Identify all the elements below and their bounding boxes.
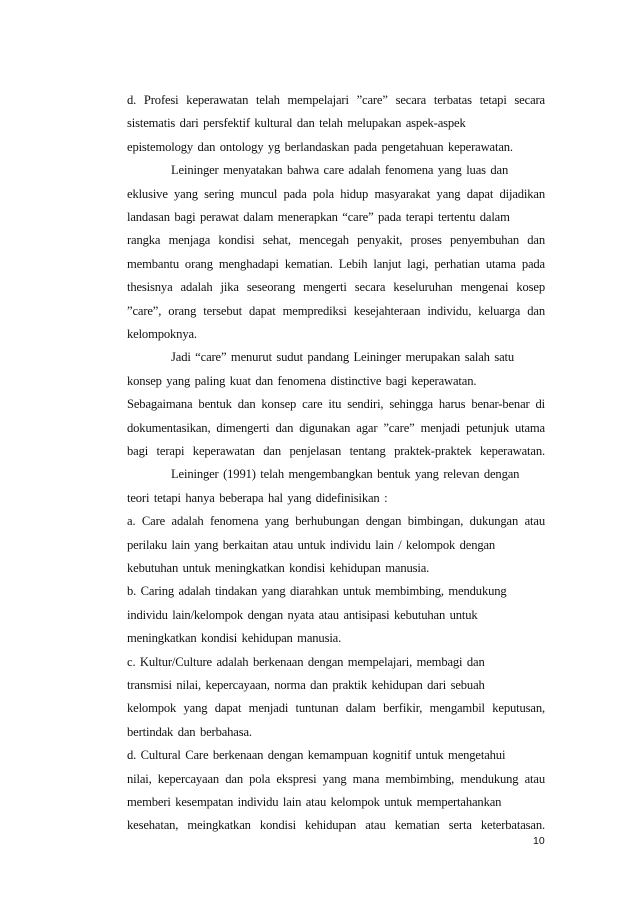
text-line: Sebagaimana bentuk dan konsep care itu sendiri, sehingga harus benar-benar di (127, 397, 545, 412)
text-line: sistematis dari persfektif kultural dan telah melupakan aspek-aspek (127, 116, 466, 131)
text-line: ”care”, orang tersebut dapat memprediksi kesejahteraan individu, keluarga dan (127, 303, 545, 318)
text-line: perilaku lain yang berkaitan atau untuk individu lain / kelompok dengan (127, 537, 496, 552)
text-line: d. Cultural Care berkenaan dengan kemampuan kognitif untuk mengetahui (127, 748, 506, 763)
text-line: Leininger (1991) telah mengembangkan bentuk yang relevan dengan (171, 467, 520, 482)
text-line: kelompoknya. (127, 327, 197, 341)
text-line: membantu orang menghadapi kematian. Lebih lanjut lagi, perhatian utama pada (127, 256, 545, 271)
text-line: nilai, kepercayaan dan pola ekspresi yang mana membimbing, mendukung atau (127, 771, 545, 786)
text-line: eklusive yang sering muncul pada pola hidup masyarakat yang dapat dijadikan (127, 186, 545, 201)
text-line: thesisnya adalah jika seseorang mengerti secara keseluruhan mengenai kosep (127, 280, 545, 295)
text-line: konsep yang paling kuat dan fenomena distinctive bagi keperawatan. (127, 373, 477, 388)
page-number: 10 (533, 835, 545, 847)
text-line: landasan bagi perawat dalam menerapkan “care” pada terapi tertentu dalam (127, 210, 510, 224)
text-line: rangka menjaga kondisi sehat, mencegah penyakit, proses penyembuhan dan (127, 233, 545, 248)
text-line: memberi kesempatan individu lain atau kelompok untuk mempertahankan (127, 795, 502, 809)
text-line: c. Kultur/Culture adalah berkenaan dengan mempelajari, membagi dan (127, 654, 485, 669)
text-line: individu lain/kelompok dengan nyata atau antisipasi kebutuhan untuk (127, 607, 478, 622)
text-line: transmisi nilai, kepercayaan, norma dan praktik kehidupan dari sebuah (127, 678, 485, 692)
text-line: kesehatan, meingkatkan kondisi kehidupan atau kematian serta keterbatasan. (127, 818, 545, 833)
text-line: kelompok yang dapat menjadi tuntunan dalam berfikir, mengambil keputusan, (127, 701, 545, 716)
text-line: meningkatkan kondisi kehidupan manusia. (127, 631, 342, 646)
text-line: epistemology dan ontology yg berlandaskan pada pengetahuan keperawatan. (127, 139, 513, 154)
text-line: bertindak dan berbahasa. (127, 724, 252, 739)
text-line: d. Profesi keperawatan telah mempelajari ”care” secara terbatas tetapi secara (127, 93, 545, 107)
text-line: kebutuhan untuk meningkatkan kondisi kehidupan manusia. (127, 561, 430, 575)
text-line: dokumentasikan, dimengerti dan digunakan agar ”care” menjadi petunjuk utama (127, 420, 545, 435)
text-line: bagi terapi keperawatan dan penjelasan tentang praktek-praktek keperawatan. (127, 444, 545, 458)
text-line: Leininger menyatakan bahwa care adalah fenomena yang luas dan (171, 163, 509, 178)
text-line: Jadi “care” menurut sudut pandang Leininger merupakan salah satu (171, 350, 515, 365)
text-line: teori tetapi hanya beberapa hal yang didefinisikan : (127, 490, 388, 505)
text-line: b. Caring adalah tindakan yang diarahkan untuk membimbing, mendukung (127, 584, 507, 599)
text-line: a. Care adalah fenomena yang berhubungan dengan bimbingan, dukungan atau (127, 514, 545, 529)
